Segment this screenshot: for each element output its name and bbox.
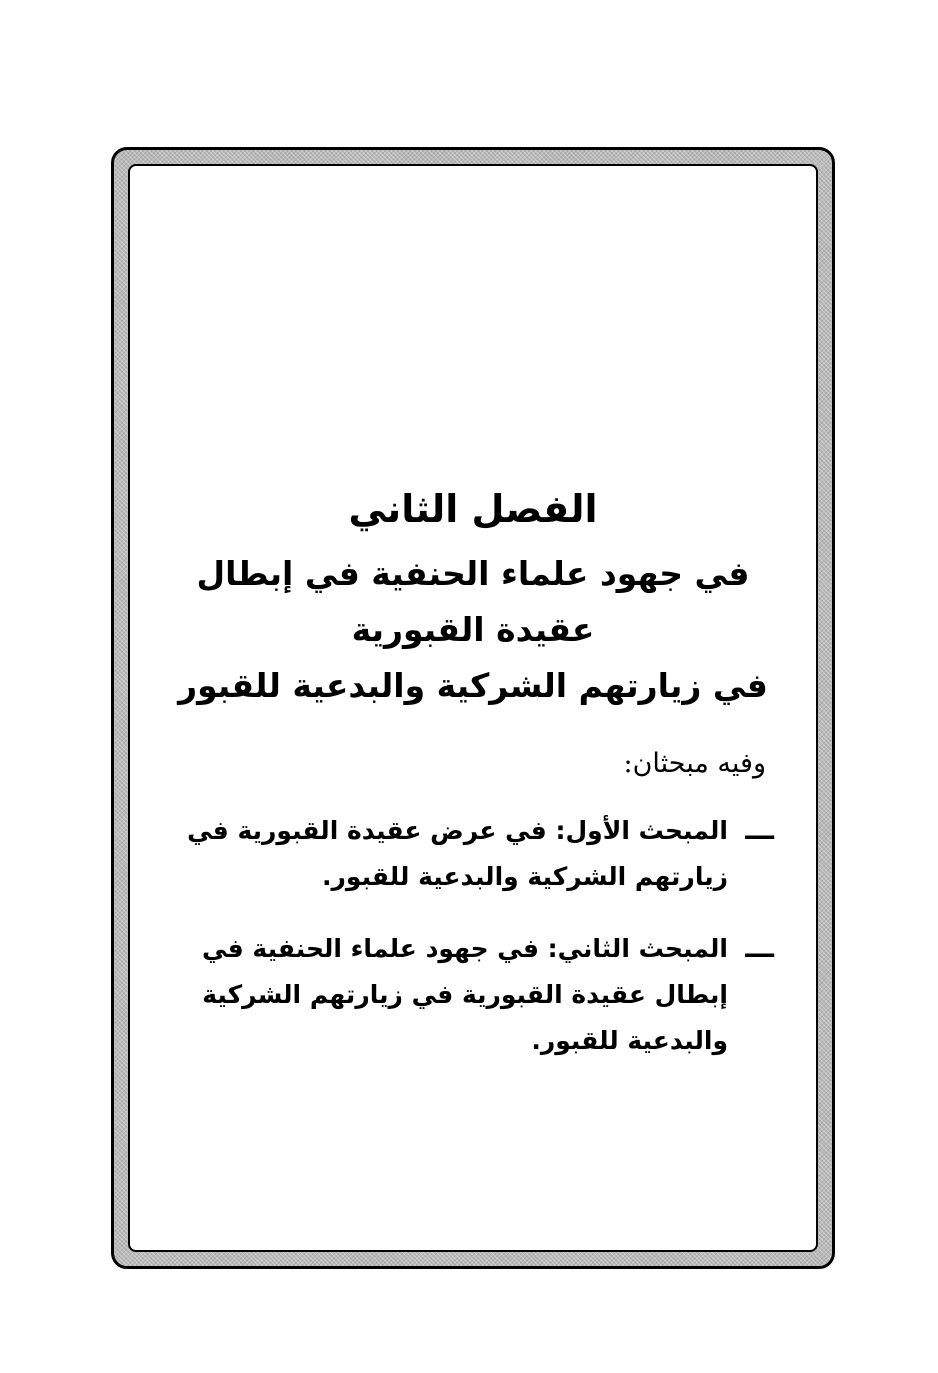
- section-text-1: المبحث الأول: في عرض عقيدة القبورية في زيارتهم الشركية والبدعية للقبور.: [187, 816, 728, 891]
- section-item-1: [172, 808, 774, 900]
- sections-intro: وفيه مبحثان:: [623, 748, 766, 779]
- section-item-2: [172, 926, 774, 1064]
- chapter-subtitle: [172, 546, 774, 714]
- dash-bullet: ـــ: [745, 931, 774, 964]
- chapter-subtitle-line-2: في زيارتهم الشركية والبدعية للقبور: [178, 666, 768, 705]
- page-border-frame: [111, 147, 835, 1269]
- dash-bullet: ـــ: [745, 813, 774, 846]
- section-text-2: المبحث الثاني: في جهود علماء الحنفية في إبطال عقيدة القبورية في زيارتهم الشركية والبدعية للقبور.: [202, 934, 728, 1055]
- sections-list: [172, 808, 774, 1064]
- page-content-area: [128, 164, 818, 1252]
- chapter-title: الفصل الثاني: [348, 487, 598, 531]
- chapter-subtitle-line-1: في جهود علماء الحنفية في إبطال عقيدة القبورية: [196, 554, 750, 649]
- chapter-content: [172, 486, 774, 1090]
